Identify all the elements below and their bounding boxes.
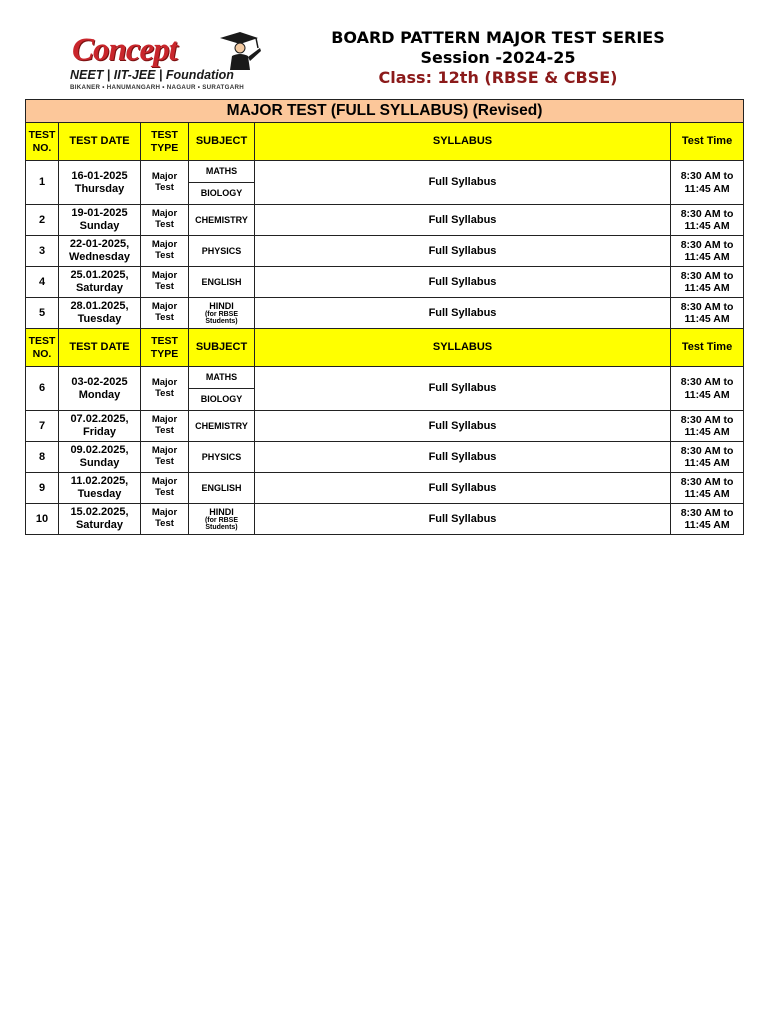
test-no-cell: 2 bbox=[26, 205, 59, 236]
table-row bbox=[26, 411, 744, 442]
test-date-cell: 11.02.2025, Tuesday bbox=[59, 473, 141, 504]
test-type-cell: Major Test bbox=[141, 442, 189, 473]
test-no-cell: 6 bbox=[26, 367, 59, 411]
class-title: Class: 12th (RBSE & CBSE) bbox=[378, 68, 618, 87]
table-row bbox=[26, 504, 744, 535]
test-time-cell: 8:30 AM to 11:45 AM bbox=[671, 411, 744, 442]
subject-cell: ENGLISH bbox=[189, 473, 255, 504]
logo-tagline: NEET | IIT-JEE | Foundation bbox=[70, 68, 234, 82]
test-type-cell: Major Test bbox=[141, 205, 189, 236]
test-type-cell: Major Test bbox=[141, 367, 189, 411]
test-time-cell: 8:30 AM to 11:45 AM bbox=[671, 205, 744, 236]
subject-cell: MATHS bbox=[189, 161, 255, 183]
table-header-row bbox=[26, 329, 744, 367]
table-row bbox=[26, 473, 744, 504]
test-no-cell: 9 bbox=[26, 473, 59, 504]
header-test-time: Test Time bbox=[671, 123, 744, 161]
test-no-cell: 4 bbox=[26, 267, 59, 298]
test-date-cell: 09.02.2025, Sunday bbox=[59, 442, 141, 473]
test-no-cell: 7 bbox=[26, 411, 59, 442]
subject-cell: CHEMISTRY bbox=[189, 411, 255, 442]
subject-cell: HINDI (for RBSE Students) bbox=[189, 298, 255, 329]
syllabus-cell: Full Syllabus bbox=[255, 504, 671, 535]
test-type-cell: Major Test bbox=[141, 298, 189, 329]
syllabus-cell: Full Syllabus bbox=[255, 298, 671, 329]
test-date-cell: 28.01.2025, Tuesday bbox=[59, 298, 141, 329]
test-date-cell: 25.01.2025, Saturday bbox=[59, 267, 141, 298]
test-no-cell: 8 bbox=[26, 442, 59, 473]
test-time-cell: 8:30 AM to 11:45 AM bbox=[671, 161, 744, 205]
subject-cell: BIOLOGY bbox=[189, 389, 255, 411]
table-row bbox=[26, 267, 744, 298]
session-title: Session -2024-25 bbox=[420, 48, 576, 67]
table-banner: MAJOR TEST (FULL SYLLABUS) (Revised) bbox=[26, 100, 744, 123]
syllabus-cell: Full Syllabus bbox=[255, 236, 671, 267]
test-type-cell: Major Test bbox=[141, 267, 189, 298]
graduate-figure-icon bbox=[216, 30, 262, 70]
table-row bbox=[26, 236, 744, 267]
brand-logo bbox=[66, 30, 266, 96]
test-date-cell: 16-01-2025 Thursday bbox=[59, 161, 141, 205]
subject-cell: PHYSICS bbox=[189, 236, 255, 267]
header-subject: SUBJECT bbox=[189, 123, 255, 161]
test-no-cell: 1 bbox=[26, 161, 59, 205]
syllabus-cell: Full Syllabus bbox=[255, 161, 671, 205]
test-time-cell: 8:30 AM to 11:45 AM bbox=[671, 267, 744, 298]
test-no-cell: 3 bbox=[26, 236, 59, 267]
test-type-cell: Major Test bbox=[141, 236, 189, 267]
test-time-cell: 8:30 AM to 11:45 AM bbox=[671, 504, 744, 535]
test-type-cell: Major Test bbox=[141, 504, 189, 535]
table-row bbox=[26, 161, 744, 183]
syllabus-cell: Full Syllabus bbox=[255, 367, 671, 411]
subject-cell: BIOLOGY bbox=[189, 183, 255, 205]
test-date-cell: 15.02.2025, Saturday bbox=[59, 504, 141, 535]
logo-cities: BIKANER • HANUMANGARH • NAGAUR • SURATGARH bbox=[70, 84, 245, 91]
header-subject: SUBJECT bbox=[189, 329, 255, 367]
header-test-no: TEST NO. bbox=[26, 123, 59, 161]
syllabus-cell: Full Syllabus bbox=[255, 442, 671, 473]
table-banner-row bbox=[26, 100, 744, 123]
test-time-cell: 8:30 AM to 11:45 AM bbox=[671, 298, 744, 329]
series-title: BOARD PATTERN MAJOR TEST SERIES bbox=[331, 28, 665, 47]
logo-wordmark: Concept bbox=[72, 32, 177, 68]
header-syllabus: SYLLABUS bbox=[255, 329, 671, 367]
subject-cell: PHYSICS bbox=[189, 442, 255, 473]
test-no-cell: 5 bbox=[26, 298, 59, 329]
subject-cell: HINDI (for RBSE Students) bbox=[189, 504, 255, 535]
header-test-type: TEST TYPE bbox=[141, 329, 189, 367]
test-date-cell: 22-01-2025, Wednesday bbox=[59, 236, 141, 267]
test-schedule-table bbox=[25, 99, 744, 535]
test-type-cell: Major Test bbox=[141, 473, 189, 504]
syllabus-cell: Full Syllabus bbox=[255, 411, 671, 442]
test-type-cell: Major Test bbox=[141, 411, 189, 442]
header-test-time: Test Time bbox=[671, 329, 744, 367]
syllabus-cell: Full Syllabus bbox=[255, 267, 671, 298]
header-test-date: TEST DATE bbox=[59, 329, 141, 367]
test-time-cell: 8:30 AM to 11:45 AM bbox=[671, 473, 744, 504]
table-header-row bbox=[26, 123, 744, 161]
header-syllabus: SYLLABUS bbox=[255, 123, 671, 161]
test-time-cell: 8:30 AM to 11:45 AM bbox=[671, 236, 744, 267]
table-row bbox=[26, 442, 744, 473]
syllabus-cell: Full Syllabus bbox=[255, 205, 671, 236]
subject-cell: MATHS bbox=[189, 367, 255, 389]
test-type-cell: Major Test bbox=[141, 161, 189, 205]
test-no-cell: 10 bbox=[26, 504, 59, 535]
subject-cell: CHEMISTRY bbox=[189, 205, 255, 236]
test-time-cell: 8:30 AM to 11:45 AM bbox=[671, 442, 744, 473]
test-time-cell: 8:30 AM to 11:45 AM bbox=[671, 367, 744, 411]
syllabus-cell: Full Syllabus bbox=[255, 473, 671, 504]
test-date-cell: 19-01-2025 Sunday bbox=[59, 205, 141, 236]
test-date-cell: 03-02-2025 Monday bbox=[59, 367, 141, 411]
test-date-cell: 07.02.2025, Friday bbox=[59, 411, 141, 442]
table-row bbox=[26, 367, 744, 389]
header-test-no: TEST NO. bbox=[26, 329, 59, 367]
header-test-type: TEST TYPE bbox=[141, 123, 189, 161]
subject-cell: ENGLISH bbox=[189, 267, 255, 298]
table-row bbox=[26, 298, 744, 329]
table-row bbox=[26, 205, 744, 236]
header-test-date: TEST DATE bbox=[59, 123, 141, 161]
